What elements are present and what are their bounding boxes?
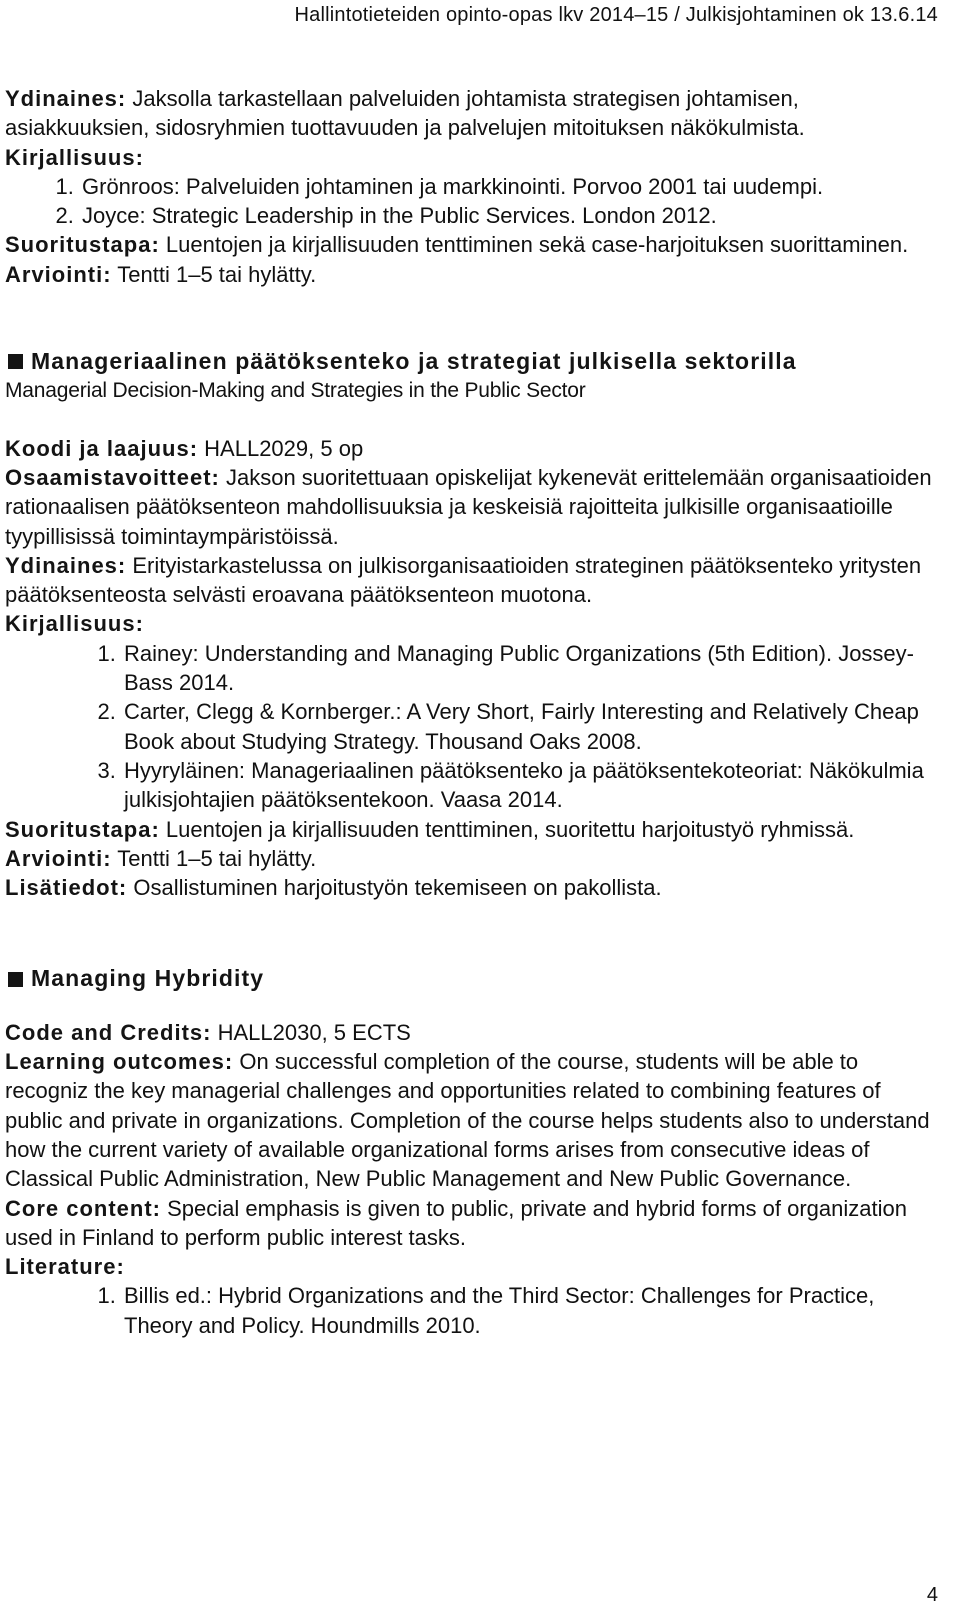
core-content-text: Erityistarkastelussa on julkisorganisaatioiden strateginen päätöksenteko yritysten päätöksenteosta selvästi eroavana päätöksenteon muotona. <box>5 552 922 608</box>
literature-label: Kirjallisuus: <box>5 611 144 637</box>
literature-list <box>5 639 940 815</box>
core-content-label: Ydinaines: <box>5 552 127 578</box>
course-subtitle: Managerial Decision-Making and Strategies in the Public Sector <box>5 379 586 403</box>
literature-label-paragraph <box>5 143 940 172</box>
core-content-paragraph <box>5 1194 940 1253</box>
additional-info-label: Lisätiedot: <box>5 875 128 901</box>
literature-label-paragraph <box>5 609 940 638</box>
assessment-paragraph <box>5 844 940 873</box>
square-bullet-icon <box>8 354 23 369</box>
literature-list <box>5 1281 940 1340</box>
core-content-text: Special emphasis is given to public, private and hybrid forms of organization used in Finland to perform public interest tasks. <box>5 1195 907 1250</box>
learning-outcomes-text: Jakson suoritettuaan opiskelijat kykenevät erittelemään organisaatioiden rationaalisen päätöksenteon mahdollisuuksia ja keskeisiä rajoitteita julkisille organisaatioille tyypillisissä toimintaympäristöissä. <box>5 464 932 549</box>
literature-item: 3. Hyyryläinen: Manageriaalinen päätöksenteko ja päätöksentekoteoriat: Näkökulmia julkisjohtajien päätöksentekoon. Vaasa 2014. <box>122 756 940 815</box>
course-title-text: Manageriaalinen päätöksenteko ja strategiat julkisella sektorilla <box>31 348 797 375</box>
code-text: HALL2030, 5 ECTS <box>217 1019 411 1045</box>
core-content-text: Jaksolla tarkastellaan palveluiden johtamista strategisen johtamisen, asiakkuuksien, sidosryhmien tuottavuuden ja palvelujen mitoituksen näkökulmista. <box>5 86 805 141</box>
learning-outcomes-label: Osaamistavoitteet: <box>5 464 220 490</box>
core-content-label: Ydinaines: <box>5 86 127 111</box>
literature-label: Literature: <box>5 1254 125 1280</box>
literature-label-paragraph <box>5 1252 940 1281</box>
assessment-text: Tentti 1–5 tai hylätty. <box>117 845 317 871</box>
completion-method-text: Luentojen ja kirjallisuuden tenttiminen, suoritettu harjoitustyö ryhmissä. <box>165 816 855 842</box>
course-title <box>5 964 940 993</box>
code-paragraph <box>5 1018 940 1047</box>
core-content-label: Core content: <box>5 1195 161 1221</box>
code-label: Koodi ja laajuus: <box>5 435 199 461</box>
core-content-paragraph <box>5 84 940 143</box>
assessment-label: Arviointi: <box>5 261 112 287</box>
course-title-text: Managing Hybridity <box>31 965 265 992</box>
literature-label: Kirjallisuus: <box>5 144 144 170</box>
literature-item: 1. Grönroos: Palveluiden johtaminen ja markkinointi. Porvoo 2001 tai uudempi. <box>80 172 940 201</box>
page-content <box>5 84 940 1340</box>
code-paragraph <box>5 434 940 463</box>
square-bullet-icon <box>8 972 23 987</box>
completion-method-label: Suoritustapa: <box>5 816 160 842</box>
assessment-paragraph <box>5 260 940 289</box>
literature-item: 2. Joyce: Strategic Leadership in the Public Services. London 2012. <box>80 201 940 230</box>
code-label: Code and Credits: <box>5 1019 212 1045</box>
course-title <box>5 347 940 376</box>
literature-list <box>5 172 940 231</box>
completion-method-paragraph <box>5 230 940 259</box>
learning-outcomes-paragraph <box>5 463 940 551</box>
page-header: Hallintotieteiden opinto-opas lkv 2014–15 / Julkisjohtaminen ok 13.6.14 <box>294 4 938 26</box>
completion-method-paragraph <box>5 815 940 844</box>
literature-item: 2. Carter, Clegg & Kornberger.: A Very Short, Fairly Interesting and Relatively Cheap Book about Studying Strategy. Thousand Oaks 2008. <box>122 697 940 756</box>
literature-item: 1. Rainey: Understanding and Managing Public Organizations (5th Edition). Jossey-Bass 2014. <box>122 639 940 698</box>
completion-method-text: Luentojen ja kirjallisuuden tenttiminen sekä case-harjoituksen suorittaminen. <box>165 232 909 258</box>
additional-info-text: Osallistuminen harjoitustyön tekemiseen on pakollista. <box>133 875 662 901</box>
learning-outcomes-label: Learning outcomes: <box>5 1049 234 1075</box>
assessment-label: Arviointi: <box>5 845 112 871</box>
assessment-text: Tentti 1–5 tai hylätty. <box>117 261 317 287</box>
learning-outcomes-paragraph <box>5 1047 940 1193</box>
completion-method-label: Suoritustapa: <box>5 232 160 258</box>
page-number: 4 <box>926 1584 938 1606</box>
literature-item: 1. Billis ed.: Hybrid Organizations and the Third Sector: Challenges for Practice, Theory and Policy. Houndmills 2010. <box>122 1281 940 1340</box>
code-text: HALL2029, 5 op <box>204 435 364 461</box>
core-content-paragraph <box>5 551 940 610</box>
learning-outcomes-text: On successful completion of the course, students will be able to recogniz the key managerial challenges and opportunities related to combining features of public and private in organizations. Completion of the course helps students also to understand how the current variety of available organizational forms arises from consecutive ideas of Classical Public Administration, New Public Management and New Public Governance. <box>5 1049 930 1192</box>
additional-info-paragraph <box>5 873 940 902</box>
